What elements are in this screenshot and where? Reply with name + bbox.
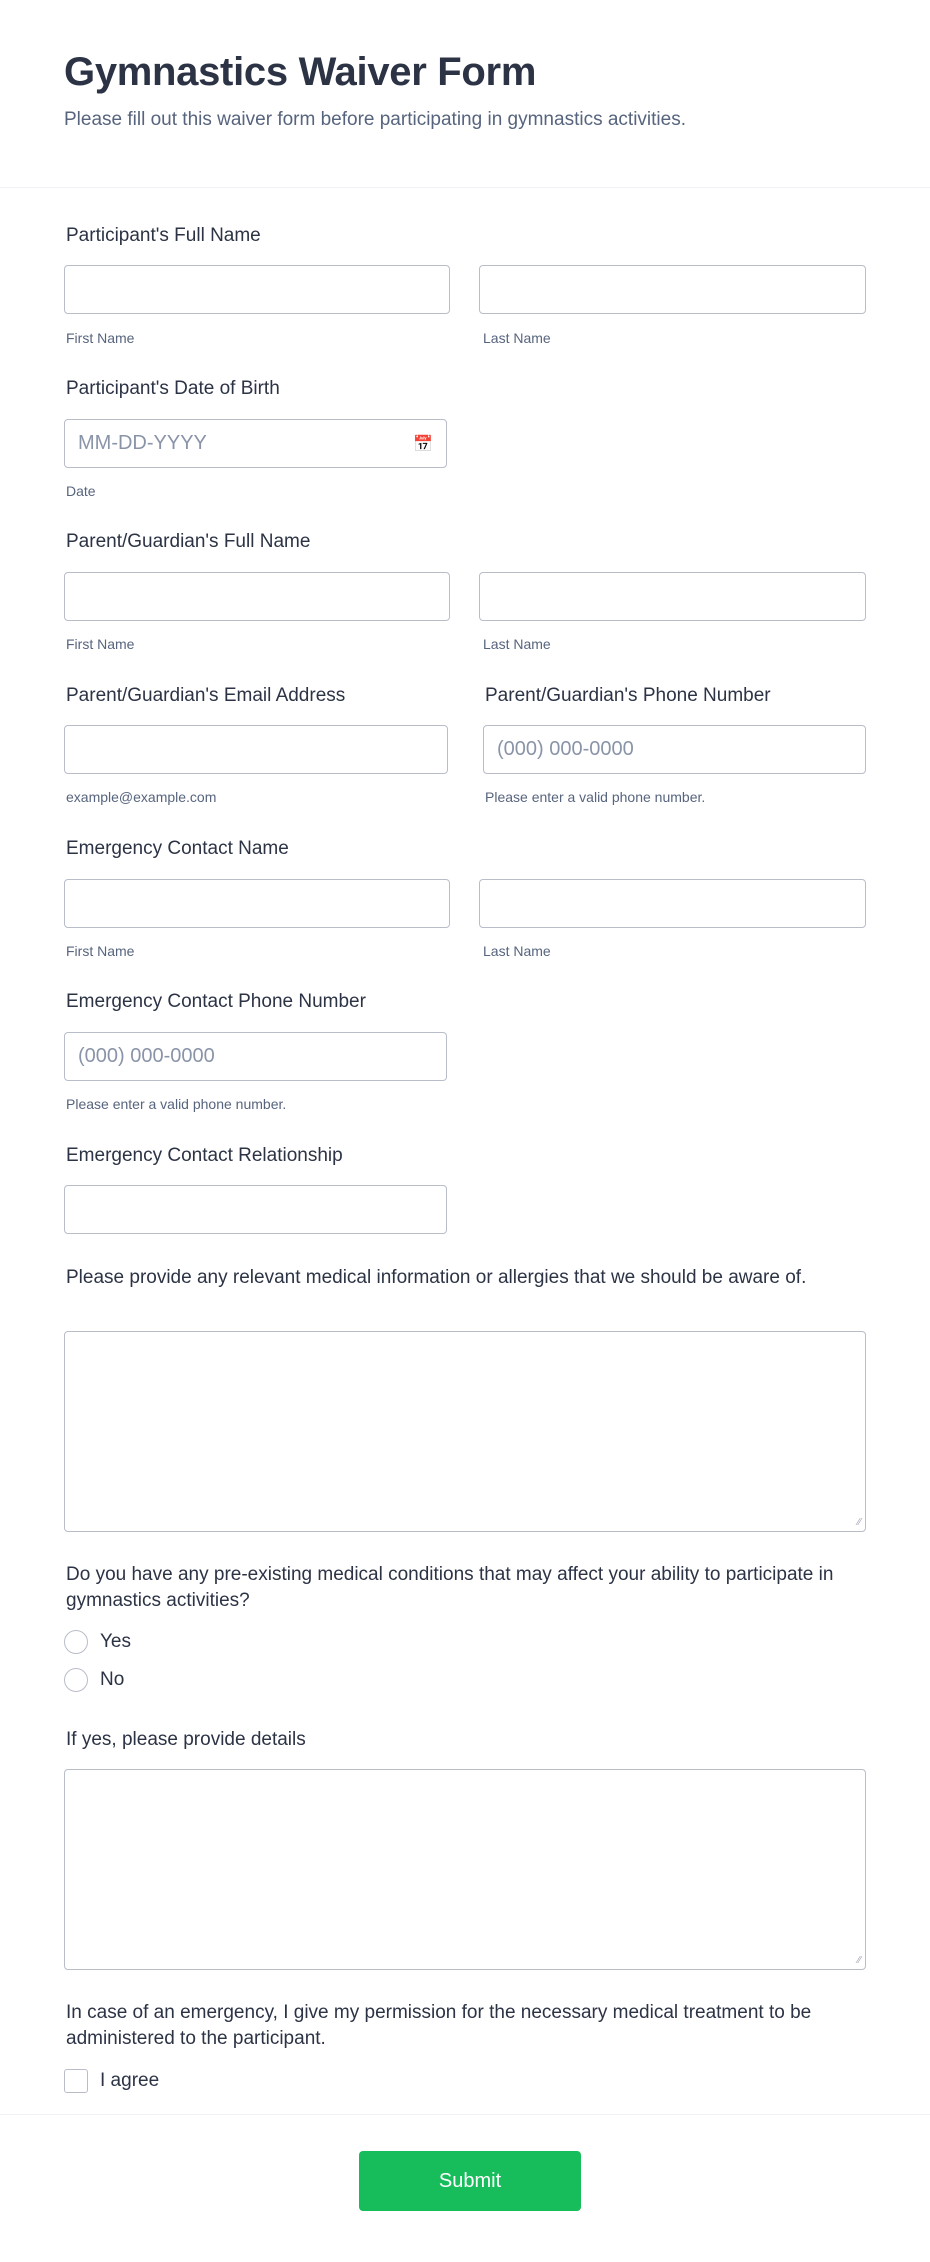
first-name-sublabel: First Name (66, 636, 135, 652)
consent-label: In case of an emergency, I give my permission for the necessary medical treatment to be administered to the participant. (66, 2002, 812, 2049)
agree-checkbox[interactable] (64, 2069, 159, 2093)
details-label: If yes, please provide details (66, 1729, 306, 1750)
emergency-last-name-input[interactable] (479, 879, 866, 928)
checkbox-label: I agree (100, 2070, 160, 2091)
relationship-label: Emergency Contact Relationship (66, 1145, 343, 1166)
guardian-first-name-input[interactable] (64, 572, 450, 621)
radio-yes[interactable] (64, 1630, 131, 1654)
date-sublabel: Date (66, 483, 96, 499)
dob-placeholder: MM-DD-YYYY (78, 432, 207, 454)
participant-last-name-input[interactable] (479, 265, 866, 314)
guardian-last-name-input[interactable] (479, 572, 866, 621)
resize-handle-icon[interactable]: ∕∕ (857, 1517, 861, 1528)
participant-name-label: Participant's Full Name (66, 225, 261, 246)
phone-sublabel: Please enter a valid phone number. (66, 1096, 287, 1112)
first-name-sublabel: First Name (66, 943, 135, 959)
guardian-email-input[interactable] (64, 725, 448, 774)
resize-handle-icon[interactable]: ∕∕ (857, 1955, 861, 1966)
last-name-sublabel: Last Name (483, 330, 551, 346)
guardian-phone-input[interactable] (483, 725, 866, 774)
medical-info-label: Please provide any relevant medical information or allergies that we should be aware of. (66, 1267, 807, 1288)
participant-first-name-input[interactable] (64, 265, 450, 314)
guardian-phone-label: Parent/Guardian's Phone Number (485, 685, 771, 706)
emergency-phone-input[interactable] (64, 1032, 447, 1081)
phone-placeholder: (000) 000-0000 (78, 1045, 215, 1067)
email-sublabel: example@example.com (66, 789, 217, 805)
details-textarea[interactable] (64, 1769, 866, 1970)
first-name-sublabel: First Name (66, 330, 135, 346)
header-divider (0, 187, 930, 188)
phone-sublabel: Please enter a valid phone number. (485, 789, 706, 805)
emergency-name-label: Emergency Contact Name (66, 838, 289, 859)
form-subtitle: Please fill out this waiver form before participating in gymnastics activities. (64, 109, 686, 130)
dob-label: Participant's Date of Birth (66, 378, 280, 399)
checkbox-box[interactable] (64, 2069, 88, 2093)
footer-divider (0, 2114, 930, 2115)
preexisting-label: Do you have any pre-existing medical conditions that may affect your ability to participate in gymnastics activities? (66, 1564, 834, 1611)
phone-placeholder: (000) 000-0000 (497, 738, 634, 760)
form-title: Gymnastics Waiver Form (64, 50, 537, 94)
dob-input[interactable] (64, 419, 447, 468)
radio-no[interactable] (64, 1668, 124, 1692)
guardian-email-label: Parent/Guardian's Email Address (66, 685, 346, 706)
medical-info-textarea[interactable] (64, 1331, 866, 1532)
radio-label: No (100, 1669, 125, 1690)
emergency-first-name-input[interactable] (64, 879, 450, 928)
submit-button[interactable]: Submit (359, 2151, 581, 2211)
emergency-phone-label: Emergency Contact Phone Number (66, 991, 366, 1012)
last-name-sublabel: Last Name (483, 636, 551, 652)
radio-circle[interactable] (64, 1630, 88, 1654)
radio-label: Yes (100, 1631, 131, 1652)
guardian-name-label: Parent/Guardian's Full Name (66, 531, 311, 552)
last-name-sublabel: Last Name (483, 943, 551, 959)
calendar-icon[interactable]: 📅 (413, 435, 433, 453)
radio-circle[interactable] (64, 1668, 88, 1692)
relationship-input[interactable] (64, 1185, 447, 1234)
